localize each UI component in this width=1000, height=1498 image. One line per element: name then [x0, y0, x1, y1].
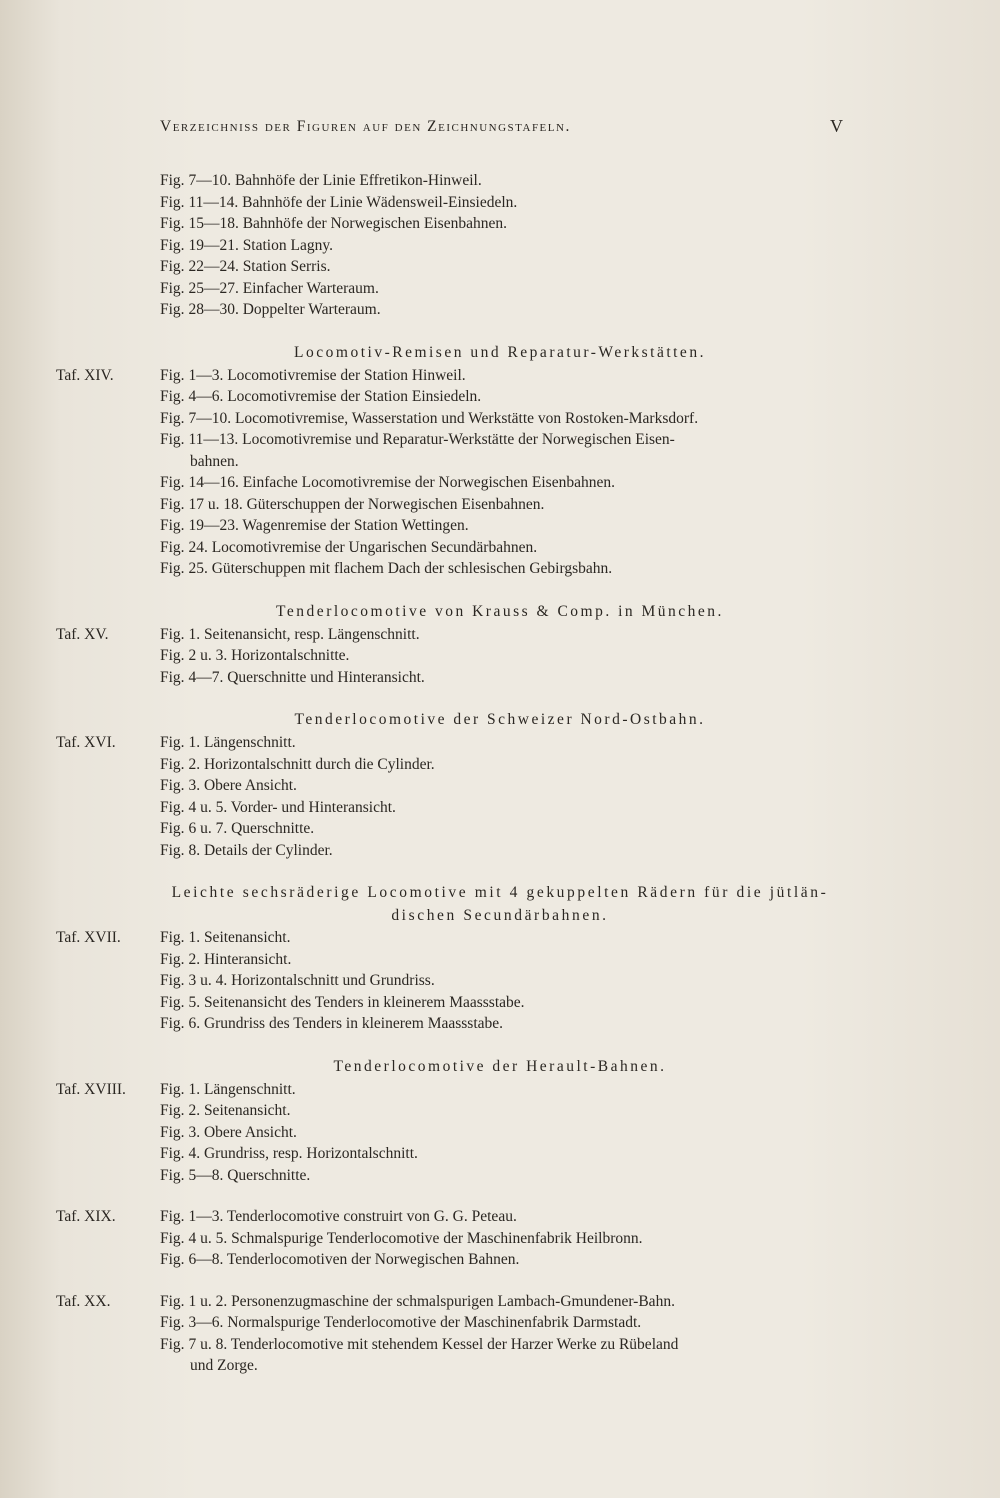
plate-label: Taf. XVI. — [56, 734, 116, 751]
figure-ref — [160, 1206, 517, 1228]
fig-number: 7 u. 8. — [188, 1335, 228, 1353]
fig-abbrev: Fig. — [160, 1080, 185, 1098]
fig-description: Doppelter Warteraum. — [242, 301, 381, 318]
figure-ref — [160, 1079, 296, 1101]
figure-entry — [0, 1079, 1000, 1101]
fig-description: Vorder- und Hinteransicht. — [230, 798, 396, 816]
figure-ref — [160, 732, 296, 754]
fig-number: 3. — [188, 777, 201, 794]
section-taf-xiv — [0, 365, 1000, 580]
figure-ref — [160, 386, 481, 408]
fig-abbrev: Fig. — [160, 1229, 185, 1247]
figure-entry — [0, 645, 1000, 667]
fig-abbrev: Fig. — [160, 215, 185, 232]
section-taf-xvi — [0, 732, 1000, 861]
fig-description: Güterschuppen der Norwegischen Eisenbahnen. — [246, 495, 545, 513]
fig-number: 4—7. — [188, 668, 224, 686]
figure-entry — [0, 494, 1000, 516]
fig-description: Querschnitte und Hinteransicht. — [227, 668, 425, 686]
figure-entry — [0, 1206, 1000, 1228]
figure-ref — [160, 192, 517, 214]
figure-ref — [160, 170, 482, 192]
figure-ref — [160, 1228, 642, 1250]
fig-description: Querschnitte. — [227, 1166, 311, 1184]
fig-description: Hinteransicht. — [203, 950, 292, 968]
fig-abbrev: Fig. — [160, 993, 185, 1011]
fig-abbrev: Fig. — [160, 409, 185, 427]
figure-entry — [0, 386, 1000, 408]
fig-abbrev: Fig. — [160, 841, 185, 859]
figure-entry — [0, 1312, 1000, 1334]
figure-entry — [0, 840, 1000, 862]
figure-ref — [160, 1291, 675, 1313]
fig-number: 4 u. 5. — [188, 798, 228, 816]
fig-description: Obere Ansicht. — [203, 1123, 297, 1141]
figure-entry — [0, 558, 1000, 580]
fig-number: 4 u. 5. — [188, 1229, 228, 1247]
fig-description: Längenschnitt. — [203, 734, 296, 751]
fig-description: Locomotivremise der Station Hinweil. — [227, 366, 466, 384]
fig-abbrev: Fig. — [160, 236, 185, 254]
fig-number: 3 u. 4. — [188, 972, 228, 989]
fig-abbrev: Fig. — [160, 929, 185, 946]
fig-description: Locomotivremise der Station Einsiedeln. — [227, 388, 482, 405]
fig-number: 25—27. — [188, 279, 239, 297]
fig-abbrev: Fig. — [160, 193, 185, 211]
plate-label: Taf. XVII. — [56, 929, 121, 946]
figure-ref — [160, 278, 379, 300]
fig-abbrev: Fig. — [160, 1292, 185, 1310]
fig-description: Wagenremise der Station Wettingen. — [242, 517, 469, 534]
fig-number: 1. — [188, 929, 201, 946]
fig-description: Personenzugmaschine der schmalspurigen Lambach-Gmundener-Bahn. — [231, 1292, 675, 1310]
fig-number: 2. — [188, 755, 201, 773]
figure-ref — [160, 256, 331, 278]
section-taf-xx — [0, 1291, 1000, 1377]
figure-entry — [0, 1165, 1000, 1187]
figure-ref — [160, 537, 537, 559]
section-title: Tenderlocomotive der Schweizer Nord-Ostbahn. — [294, 711, 706, 728]
figure-entry — [0, 472, 1000, 494]
figure-ref — [160, 299, 381, 321]
figure-ref — [160, 1165, 310, 1187]
plate-label: Taf. XIV. — [56, 366, 114, 384]
figure-ref — [160, 1312, 641, 1334]
fig-number: 2. — [188, 1102, 201, 1119]
fig-number: 19—21. — [188, 236, 239, 254]
fig-number: 15—18. — [188, 215, 239, 232]
figure-entry — [0, 1122, 1000, 1144]
figure-entry — [0, 970, 1000, 992]
figure-entry — [0, 1143, 1000, 1165]
plate-label: Taf. XIX. — [56, 1208, 116, 1225]
figure-ref — [160, 797, 396, 819]
page-number: V — [830, 116, 843, 136]
fig-abbrev: Fig. — [160, 798, 185, 816]
figure-entry — [0, 1013, 1000, 1035]
figure-entry — [0, 818, 1000, 840]
fig-abbrev: Fig. — [160, 1145, 185, 1162]
figure-entry — [0, 235, 1000, 257]
fig-abbrev: Fig. — [160, 301, 185, 318]
figure-entry — [0, 775, 1000, 797]
section-title: Tenderlocomotive der Herault-Bahnen. — [333, 1057, 667, 1075]
fig-number: 3. — [188, 1123, 201, 1141]
fig-number: 1. — [188, 1080, 201, 1098]
fig-description: Seitenansicht. — [203, 1102, 291, 1119]
fig-abbrev: Fig. — [160, 258, 185, 275]
fig-number: 4—6. — [188, 388, 224, 405]
figure-ref — [160, 472, 615, 494]
header-title: Verzeichniss der Figuren auf den Zeichnungstafeln. — [160, 118, 571, 135]
figure-ref — [160, 667, 425, 689]
figure-entry — [0, 451, 1000, 473]
fig-number: 11—14. — [188, 193, 239, 211]
fig-number: 6—8. — [188, 1251, 224, 1268]
fig-abbrev: Fig. — [160, 668, 185, 686]
fig-number: 6 u. 7. — [188, 820, 228, 837]
section-taf-xv — [0, 624, 1000, 689]
fig-number: 24. — [188, 538, 208, 556]
figure-entry — [0, 537, 1000, 559]
figure-ref — [160, 515, 469, 537]
fig-number: 11—13. — [188, 431, 239, 448]
fig-description: Locomotivremise, Wasserstation und Werkstätte von Rostoken-Marksdorf. — [234, 409, 699, 427]
figure-entry — [0, 365, 1000, 387]
fig-description: Längenschnitt. — [203, 1080, 296, 1098]
figure-entry — [0, 408, 1000, 430]
fig-description: Grundriss, resp. Horizontalschnitt. — [203, 1145, 418, 1162]
figure-entry — [0, 192, 1000, 214]
section-taf-xvii — [0, 927, 1000, 1035]
fig-description: Station Lagny. — [242, 236, 333, 254]
section-title: Tenderlocomotive von Krauss & Comp. in München. — [276, 602, 724, 620]
figure-ref — [160, 1143, 418, 1165]
fig-description: Horizontalschnitt und Grundriss. — [231, 972, 435, 989]
figure-ref — [160, 1013, 503, 1035]
figure-ref — [160, 1249, 519, 1271]
fig-description: Seitenansicht. — [203, 929, 291, 946]
fig-number: 8. — [188, 841, 201, 859]
plate-label: Taf. XVIII. — [56, 1080, 126, 1098]
figure-ref — [160, 949, 291, 971]
section-title: Leichte sechsräderige Locomotive mit 4 gekuppelten Rädern für die jütlän- — [171, 884, 829, 901]
fig-abbrev: Fig. — [160, 1314, 185, 1331]
section-title: Locomotiv-Remisen und Reparatur-Werkstätten. — [294, 343, 706, 361]
section-taf-xviii — [0, 1079, 1000, 1187]
figure-entry — [0, 256, 1000, 278]
figure-ref — [160, 754, 435, 776]
figure-entry — [0, 1228, 1000, 1250]
fig-number: 25. — [188, 560, 208, 577]
figure-entry — [0, 732, 1000, 754]
fig-abbrev: Fig. — [160, 495, 185, 513]
figure-ref — [160, 992, 525, 1014]
fig-abbrev: Fig. — [160, 820, 185, 837]
figure-entry — [0, 1334, 1000, 1356]
figure-entry — [0, 213, 1000, 235]
figure-entry — [0, 429, 1000, 451]
fig-description: Locomotivremise der Ungarischen Secundärbahnen. — [211, 538, 538, 556]
fig-number: 2 u. 3. — [188, 647, 228, 664]
fig-abbrev: Fig. — [160, 625, 185, 643]
figure-ref — [160, 235, 333, 257]
fig-number: 22—24. — [188, 258, 239, 275]
fig-number: 6. — [188, 1015, 201, 1032]
figure-entry — [0, 1100, 1000, 1122]
fig-abbrev: Fig. — [160, 1015, 185, 1032]
figure-ref — [160, 365, 466, 387]
fig-description: Tenderlocomotive construirt von G. G. Peteau. — [226, 1208, 517, 1225]
figure-ref — [160, 1100, 290, 1122]
fig-abbrev: Fig. — [160, 777, 185, 794]
figure-ref — [160, 840, 333, 862]
figure-ref — [160, 624, 420, 646]
fig-abbrev: Fig. — [160, 474, 185, 491]
fig-description: Einfache Locomotivremise der Norwegischen Eisenbahnen. — [242, 474, 615, 491]
figure-entry — [0, 515, 1000, 537]
fig-description: Tenderlocomotive mit stehendem Kessel der Harzer Werke zu Rübeland — [230, 1335, 679, 1353]
fig-description: Bahnhöfe der Linie Wädensweil-Einsiedeln. — [242, 193, 518, 211]
fig-abbrev: Fig. — [160, 647, 185, 664]
fig-abbrev: Fig. — [160, 950, 185, 968]
plate-label: Taf. XV. — [56, 625, 109, 643]
fig-abbrev: Fig. — [160, 1335, 185, 1353]
fig-number: 1—3. — [188, 1208, 224, 1225]
fig-description: Seitenansicht, resp. Längenschnitt. — [203, 625, 420, 643]
fig-description: Horizontalschnitte. — [231, 647, 350, 664]
fig-description: Güterschuppen mit flachem Dach der schlesischen Gebirgsbahn. — [211, 560, 613, 577]
figure-ref — [160, 775, 297, 797]
figure-ref — [160, 645, 349, 667]
fig-description-cont: bahnen. — [190, 452, 239, 470]
figure-ref — [160, 408, 698, 430]
fig-number: 3—6. — [188, 1314, 224, 1331]
fig-number: 1. — [188, 625, 201, 643]
fig-description: Obere Ansicht. — [203, 777, 297, 794]
fig-number: 5. — [188, 993, 201, 1011]
section-title-cont: dischen Secundärbahnen. — [391, 907, 609, 924]
fig-abbrev: Fig. — [160, 1251, 185, 1268]
fig-abbrev: Fig. — [160, 755, 185, 773]
plate-label: Taf. XX. — [56, 1292, 111, 1310]
figure-entry — [0, 667, 1000, 689]
figure-entry — [0, 992, 1000, 1014]
figure-ref — [160, 970, 435, 992]
fig-abbrev: Fig. — [160, 279, 185, 297]
fig-description: Normalspurige Tenderlocomotive der Maschinenfabrik Darmstadt. — [227, 1314, 642, 1331]
fig-description: Querschnitte. — [231, 820, 315, 837]
fig-number: 1 u. 2. — [188, 1292, 228, 1310]
fig-description: Details der Cylinder. — [203, 841, 333, 859]
fig-description: Locomotivremise und Reparatur-Werkstätte der Norwegischen Eisen- — [242, 431, 675, 448]
figure-entry — [0, 1249, 1000, 1271]
fig-abbrev: Fig. — [160, 1123, 185, 1141]
fig-description: Bahnhöfe der Norwegischen Eisenbahnen. — [242, 215, 507, 232]
figure-ref — [160, 558, 612, 580]
figure-entry — [0, 170, 1000, 192]
figure-ref — [160, 1334, 678, 1356]
running-header — [160, 116, 843, 136]
figure-entry — [0, 1355, 1000, 1377]
block-continued — [0, 170, 1000, 321]
fig-abbrev: Fig. — [160, 172, 185, 189]
figure-ref — [160, 494, 544, 516]
fig-description-cont: und Zorge. — [190, 1357, 258, 1374]
fig-abbrev: Fig. — [160, 431, 185, 448]
figure-entry — [0, 624, 1000, 646]
figure-entry — [0, 754, 1000, 776]
figure-ref — [160, 213, 507, 235]
fig-number: 7—10. — [188, 409, 232, 427]
fig-number: 5—8. — [188, 1166, 224, 1184]
figure-index — [0, 170, 1000, 1377]
fig-number: 1—3. — [188, 366, 224, 384]
figure-entry — [0, 1291, 1000, 1313]
fig-abbrev: Fig. — [160, 1102, 185, 1119]
fig-number: 2. — [188, 950, 201, 968]
figure-entry — [0, 299, 1000, 321]
fig-abbrev: Fig. — [160, 388, 185, 405]
fig-description: Bahnhöfe der Linie Effretikon-Hinweil. — [234, 172, 482, 189]
fig-number: 7—10. — [188, 172, 232, 189]
fig-number: 28—30. — [188, 301, 239, 318]
fig-description: Seitenansicht des Tenders in kleinerem Maassstabe. — [203, 993, 525, 1011]
fig-abbrev: Fig. — [160, 1166, 185, 1184]
fig-description: Einfacher Warteraum. — [242, 279, 379, 297]
figure-entry — [0, 797, 1000, 819]
fig-description: Grundriss des Tenders in kleinerem Maassstabe. — [203, 1015, 504, 1032]
fig-number: 4. — [188, 1145, 201, 1162]
fig-abbrev: Fig. — [160, 734, 185, 751]
figure-ref — [160, 1122, 297, 1144]
fig-abbrev: Fig. — [160, 538, 185, 556]
fig-abbrev: Fig. — [160, 1208, 185, 1225]
fig-abbrev: Fig. — [160, 972, 185, 989]
fig-description: Horizontalschnitt durch die Cylinder. — [203, 755, 435, 773]
figure-entry — [0, 927, 1000, 949]
figure-entry — [0, 949, 1000, 971]
fig-description: Tenderlocomotiven der Norwegischen Bahnen. — [226, 1251, 520, 1268]
fig-number: 1. — [188, 734, 201, 751]
fig-description: Schmalspurige Tenderlocomotive der Maschinenfabrik Heilbronn. — [231, 1229, 643, 1247]
fig-abbrev: Fig. — [160, 517, 185, 534]
fig-description: Station Serris. — [242, 258, 331, 275]
fig-number: 19—23. — [188, 517, 239, 534]
fig-number: 14—16. — [188, 474, 239, 491]
figure-entry — [0, 278, 1000, 300]
figure-ref — [160, 927, 290, 949]
fig-abbrev: Fig. — [160, 560, 185, 577]
fig-abbrev: Fig. — [160, 366, 185, 384]
figure-ref — [160, 818, 314, 840]
section-taf-xix — [0, 1206, 1000, 1271]
fig-number: 17 u. 18. — [188, 495, 243, 513]
figure-ref — [160, 429, 675, 451]
